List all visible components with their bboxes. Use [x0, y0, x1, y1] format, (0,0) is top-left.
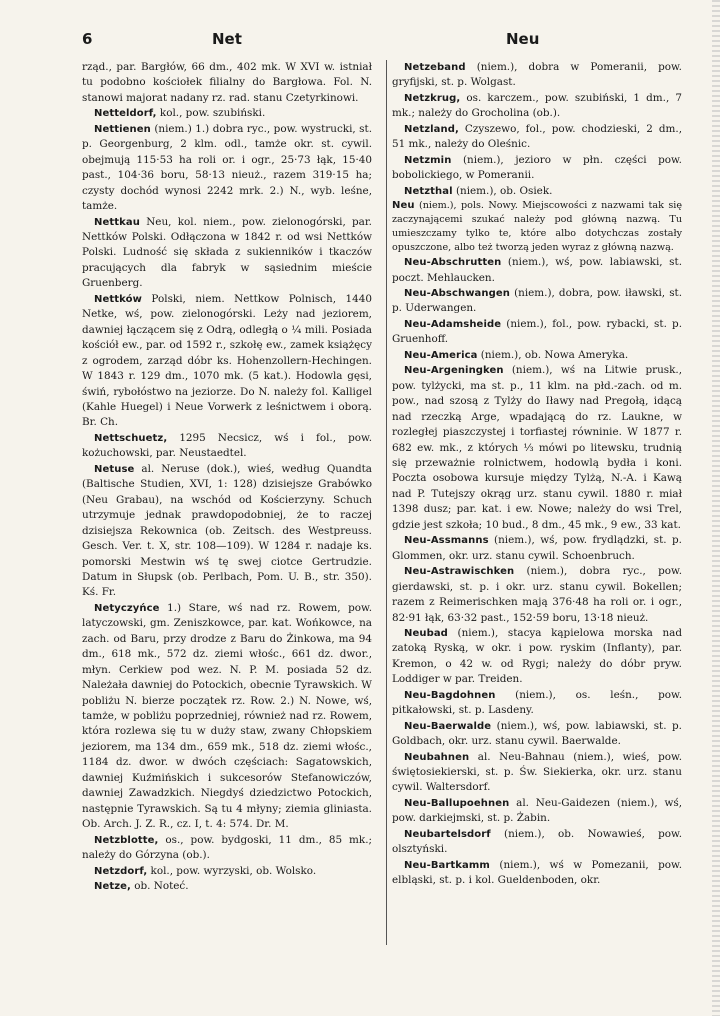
entry-text: kol., pow. szubiński. [156, 107, 266, 120]
entry-text: os. karczem., pow. szubiński, 1 dm., 7 mk.; należy do Grocholina (ob.). [392, 91, 682, 120]
entry-headword: Neu-Bartkamm [404, 859, 490, 871]
dictionary-entry [392, 60, 682, 91]
right-running-head: Neu [506, 30, 540, 48]
entry-text: (niem.), dobra, pow. iławski, st. p. Uderwangen. [392, 286, 682, 315]
entry-headword: Nettienen [94, 123, 151, 135]
entry-text: kol., pow. wyrzyski, ob. Wolsko. [147, 864, 317, 877]
entry-headword: Neu-Abschrutten [404, 257, 502, 269]
dictionary-entry [82, 462, 372, 601]
dictionary-entry [82, 833, 372, 864]
entry-headword: Netzkrug, [404, 92, 461, 104]
dictionary-entry [392, 750, 682, 796]
entry-text: (niem.), dobra ryc., pow. gierdawski, st. p. i okr. urz. stanu cywil. Bokellen; razem z Reimerischken mają 376·48 ha roli or. i ogr., 82·91 łąk, 63·32 past., 152·59 boru, 13·18 nieuż. [392, 565, 682, 624]
dictionary-entry [392, 91, 682, 122]
entry-headword: Nettków [94, 293, 142, 305]
entry-headword: Netzdorf, [94, 865, 148, 877]
entry-headword: Neu-Assmanns [404, 535, 489, 547]
page-edge-shadow [712, 0, 720, 1016]
dictionary-entry [392, 827, 682, 858]
dictionary-entry [82, 292, 372, 431]
dictionary-entry [392, 286, 682, 317]
dictionary-entry [82, 215, 372, 292]
entry-text: rząd., par. Bargłów, 66 dm., 402 mk. W XVI w. istniał tu podobno kościołek filialny do Bargłowa. Fol. N. stanowi majorat nadany rz. rad. stanu Czetyrkinowi. [82, 61, 372, 104]
entry-text: al. Neruse (dok.), wieś, według Quandta (Baltische Studien, XVI, 1: 128) dzisiejsze Grabówko (Neu Grabau), na wschód od Kościerzyny. Schuch utrzymuje jednak prawdopodobniej, że to raczej dzisiejsza Rekownica (ob. Zeitsch. des Westpreuss. Gesch. Ver. t. X, str. 108—109). W 1284 r. nadaje ks. pomorski Mestwin wś tę swej ciotce Gertrudzie. Datum in Słupsk (ob. Perlbach, Pom. U. B., str. 350). Kś. Fr. [82, 462, 372, 599]
entry-text: (niem.), jezioro w płn. części pow. bobolickiego, w Pomeranii. [392, 153, 682, 182]
entry-headword: Nettkau [94, 216, 140, 228]
entry-headword: Neu-Astrawischken [404, 566, 515, 578]
entry-text: al. Neu-Gaidezen (niem.), wś, pow. darkiejmski, st. p. Żabin. [392, 796, 682, 825]
entry-headword: Netteldorf, [94, 108, 157, 120]
left-column [82, 60, 372, 894]
entry-text: Czyszewo, fol., pow. chodzieski, 2 dm., 51 mk., należy do Oleśnic. [392, 122, 682, 151]
entry-headword: Netzeband [404, 62, 466, 73]
entry-text: (niem.), wś, pow. labiawski, st. poczt. Mehlaucken. [392, 256, 682, 284]
dictionary-entry [392, 626, 682, 688]
left-running-head: Net [212, 30, 242, 48]
entry-text: (niem.), dobra w Pomeranii, pow. gryfijski, st. p. Wolgast. [392, 61, 682, 89]
entry-text: Polski, niem. Nettkow Polnisch, 1440 Netke, wś, pow. zielonogórski. Leży nad jeziorem, dawniej łączącem się z Odrą, odległą o ¼ mili. Posiada kościół ew., par. od 1592 r., szkołę ew., zamek książęcy z ogrodem, zarząd dóbr ks. Hohenzollern-Hechingen. W 1843 r. 129 dm., 1070 mk. (5 kat.). Hodowla gęsi, świń, rybołóstwo na jeziorze. Do N. należy fol. Kalligel (Kahle Huegel) i Neue Vorwerk z leśnictwem i oborą. Br. Ch. [82, 292, 372, 429]
entry-text: (niem.), ob. Nowawieś, pow. olsztyński. [392, 827, 682, 856]
entry-headword: Neu-Abschwangen [404, 287, 510, 299]
dictionary-entry [392, 348, 682, 363]
page-header [82, 30, 680, 52]
dictionary-entry [82, 60, 372, 106]
dictionary-entry [392, 796, 682, 827]
dictionary-entry [392, 317, 682, 348]
entry-text: (niem.), wś, pow. frydlądzki, st. p. Glommen, okr. urz. stanu cywil. Schoenbruch. [392, 534, 682, 562]
entry-headword: Neu-America [404, 349, 478, 361]
column-divider [386, 60, 387, 945]
entry-text: (niem.), stacya kąpielowa morska nad zatoką Ryską, w okr. i pow. ryskim (Inflanty), par. Kremon, o 42 w. od Rygi; należy do dóbr pryw. Loddiger w par. Treiden. [392, 626, 682, 686]
entry-text: (niem.), ob. Osiek. [452, 184, 553, 197]
dictionary-entry [392, 363, 682, 533]
entry-text: (niem.), ob. Nowa Ameryka. [477, 348, 629, 361]
dictionary-entry [392, 122, 682, 153]
dictionary-entry [392, 564, 682, 626]
entry-text: 1.) Stare, wś nad rz. Rowem, pow. latyczowski, gm. Zeniszkowce, par. kat. Wońkowce, na zach. od Baru, przy drodze z Baru do Żinkowa, ma 94 dm., 618 mk., 572 dz. ziemi włośc., 661 dz. dwor., młyn. Cerkiew pod wez. N. P. M. posiada 52 dz. Należała dawniej do Potockich, obecnie Tyrawskich. W pobliżu N. bierze początek rz. Row. 2.) N. Nowe, wś, tamże, w pobliżu poprzedniej, również nad rz. Rowem, która rozlewa się tu w duży staw, zwany Chłopskiem jeziorem, ma 134 dm., 659 mk., 518 dz. ziemi włośc., 1184 dz. dwor. w dwóch częściach: Sagatowskich, dawniej Kuźmińskich i sukcesorów Stefanowiczów, dawniej Zawadzkich. Niegdyś dziedzictwo Potockich, następnie Tyrawskich. Są tu 4 młyny; ziemia gliniasta. Ob. Arch. J. Z. R., cz. I, t. 4: 574. Dr. M. [82, 601, 372, 831]
dictionary-entry [392, 153, 682, 184]
entry-headword: Netze, [94, 881, 131, 893]
entry-text: (niem.), wś na Litwie prusk., pow. tylżycki, ma st. p., 11 klm. na płd.-zach. od m. pow., nad szosą z Tylży do Iławy nad Pregołą, idącą nad rzeczką Arge, wpadającą do rz. Laukne, w rozległej piaszczystej i torfiastej równinie. W 1877 r. 682 ew. mk., z których ⅓ mówi po litewsku, trudnią się przeważnie rolnictwem, hodowlą bydła i koni. Poczta osobowa kursuje między Tylżą, N.-A. i Kawą nad P. Tutejszy okrąg urz. stanu cywil. 1880 r. miał 1398 dusz; par. kat. i ew. Nowe; należy do wsi Trel, gdzie jest szkoła; 10 bud., 8 dm., 45 mk., 9 ew., 33 kat. [392, 364, 682, 531]
entry-headword: Netyczyńce [94, 602, 160, 614]
entry-text: (niem.), pols. Nowy. Miejscowości z nazwami tak się zaczynającemi szukać należy pod główną nazwą. Tu umieszczamy tylko te, które albo dotychczas zostały opuszczone, albo też tworzą jeden wyraz z główną nazwą. [392, 200, 682, 254]
entry-headword: Netzmin [404, 154, 452, 166]
entry-text: Neu, kol. niem., pow. zielonogórski, par. Nettków Polski. Odłączona w 1842 r. od wsi Nettków Polski. Ludność się składa z sukienników i tkaczów pracujących dla fabryk w sąsiednim mieście Gruenberg. [82, 215, 372, 290]
entry-text: (niem.), fol., pow. rybacki, st. p. Gruenhoff. [392, 317, 682, 346]
dictionary-entry [82, 864, 372, 879]
dictionary-entry [82, 601, 372, 833]
entry-headword: Neu-Baerwalde [404, 720, 492, 732]
entry-text: (niem.), wś, pow. labiawski, st. p. Goldbach, okr. urz. stanu cywil. Baerwalde. [392, 719, 682, 748]
dictionary-entry [392, 255, 682, 286]
entry-headword: Netuse [94, 463, 135, 475]
entry-headword: Netzblotte, [94, 834, 159, 846]
dictionary-entry [392, 719, 682, 750]
entry-headword: Neubahnen [404, 751, 470, 763]
dictionary-entry [392, 199, 682, 255]
entry-text: (niem.), os. leśn., pow. pitkałowski, st. p. Lasdeny. [392, 688, 682, 717]
dictionary-entry [82, 879, 372, 894]
entry-text: (niem.), wś w Pomezanii, pow. elbląski, st. p. i kol. Gueldenboden, okr. [392, 858, 682, 887]
entry-text: al. Neu-Bahnau (niem.), wieś, pow. świętosiekierski, st. p. Św. Siekierka, okr. urz. stanu cywil. Waltersdorf. [392, 750, 682, 794]
entry-headword: Netzland, [404, 123, 459, 135]
dictionary-entry [82, 431, 372, 462]
entry-text: (niem.) 1.) dobra ryc., pow. wystrucki, st. p. Georgenburg, 2 klm. odl., tamże okr. st. cywil. obejmują 115·53 ha roli or. i ogr., 25·73 łąk, 15·40 past., 104·36 boru, 58·13 nieuż., razem 319·15 ha; czysty dochód wynosi 2242 mrk. 2.) N., wyb. leśne, tamże. [82, 122, 372, 213]
entry-text: os., pow. bydgoski, 11 dm., 85 mk.; należy do Górzyna (ob.). [82, 833, 372, 862]
entry-headword: Nettschuetz, [94, 432, 168, 444]
dictionary-entry [392, 688, 682, 719]
right-column [392, 60, 682, 889]
entry-headword: Neubartelsdorf [404, 828, 491, 840]
entry-headword: Netzthal [404, 185, 453, 197]
entry-headword: Neubad [404, 627, 448, 639]
entry-headword: Neu [392, 200, 415, 212]
dictionary-entry [82, 122, 372, 215]
entry-text: ob. Noteć. [130, 880, 189, 893]
dictionary-entry [392, 184, 682, 199]
entry-headword: Neu-Ballupoehnen [404, 797, 510, 809]
dictionary-entry [392, 533, 682, 564]
entry-headword: Neu-Adamsheide [404, 318, 502, 330]
dictionary-entry [82, 106, 372, 121]
entry-text: 1295 Necsicz, wś i fol., pow. kożuchowski, par. Neustaedtel. [82, 431, 372, 460]
entry-headword: Neu-Argeningken [404, 365, 504, 377]
entry-headword: Neu-Bagdohnen [404, 689, 496, 701]
dictionary-entry [392, 858, 682, 889]
page-number: 6 [82, 30, 93, 48]
